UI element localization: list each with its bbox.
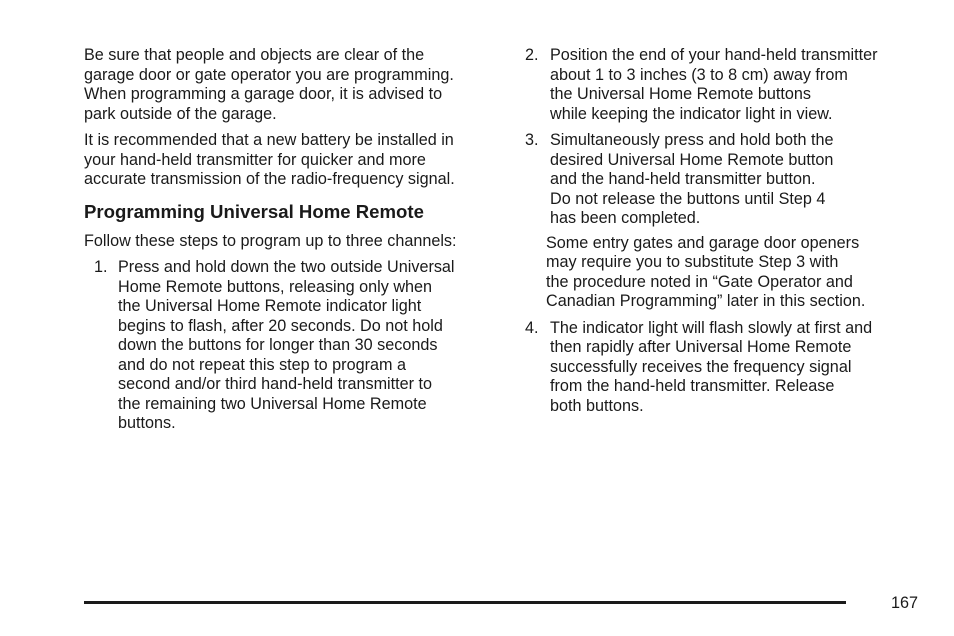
step-number: 4. [525, 318, 539, 337]
text-line: begins to flash, after 20 seconds. Do not hold [118, 316, 443, 335]
text-line: from the hand-held transmitter. Release [550, 377, 835, 395]
text-line: your hand-held transmitter for quicker and more [84, 150, 426, 169]
text-line: the remaining two Universal Home Remote [118, 394, 427, 413]
step-3-note [524, 234, 924, 312]
text-line: both buttons. [550, 396, 644, 415]
page-number: 167 [890, 594, 918, 612]
step-number: 1. [94, 258, 108, 276]
text-line: may require you to substitute Step 3 with [546, 253, 839, 271]
text-line: Press and hold down the two outside Universal [118, 258, 455, 276]
step-3 [524, 131, 924, 229]
step-number: 2. [525, 46, 539, 64]
text-line: Some entry gates and garage door openers [546, 233, 860, 252]
text-line: Follow these steps to program up to three channels: [84, 231, 457, 250]
text-line: successfully receives the frequency signal [550, 357, 852, 376]
text-line: the procedure noted in “Gate Operator and [546, 272, 853, 291]
text-line: accurate transmission of the radio-frequency signal. [84, 170, 455, 188]
step-2 [524, 46, 924, 124]
text-line: the Universal Home Remote indicator light [118, 297, 422, 315]
text-line: It is recommended that a new battery be installed in [84, 131, 454, 149]
text-line: then rapidly after Universal Home Remote [550, 338, 852, 356]
text-line: has been completed. [550, 209, 701, 227]
right-column [524, 46, 924, 416]
text-line: Be sure that people and objects are clear of the [84, 46, 425, 64]
footer-rule [84, 601, 846, 604]
step-1 [84, 258, 494, 434]
intro-paragraph [84, 46, 494, 124]
steps-intro [84, 232, 494, 252]
text-line: When programming a garage door, it is advised to [84, 85, 443, 103]
left-column [84, 46, 494, 434]
text-line: garage door or gate operator you are programming. [84, 65, 454, 84]
text-line: and the hand-held transmitter button. [550, 170, 816, 188]
text-line: the Universal Home Remote buttons [550, 85, 811, 103]
text-line: Do not release the buttons until Step 4 [550, 189, 826, 208]
step-number: 3. [525, 131, 539, 149]
battery-paragraph [84, 131, 494, 190]
text-line: about 1 to 3 inches (3 to 8 cm) away from [550, 65, 848, 84]
text-line: buttons. [118, 414, 176, 432]
text-line: Canadian Programming” later in this section. [546, 292, 866, 310]
text-line: second and/or third hand-held transmitter to [118, 375, 433, 393]
text-line: The indicator light will flash slowly at first and [550, 318, 873, 337]
step-4 [524, 319, 924, 417]
text-line: Position the end of your hand-held transmitter [550, 46, 878, 64]
text-line: desired Universal Home Remote button [550, 150, 834, 169]
text-line: Simultaneously press and hold both the [550, 131, 834, 149]
section-heading: Programming Universal Home Remote [84, 200, 424, 222]
text-line: Home Remote buttons, releasing only when [118, 277, 433, 296]
text-line: while keeping the indicator light in view. [550, 104, 833, 123]
text-line: and do not repeat this step to program a [118, 355, 406, 374]
text-line: down the buttons for longer than 30 seconds [118, 336, 438, 354]
text-line: park outside of the garage. [84, 104, 277, 123]
